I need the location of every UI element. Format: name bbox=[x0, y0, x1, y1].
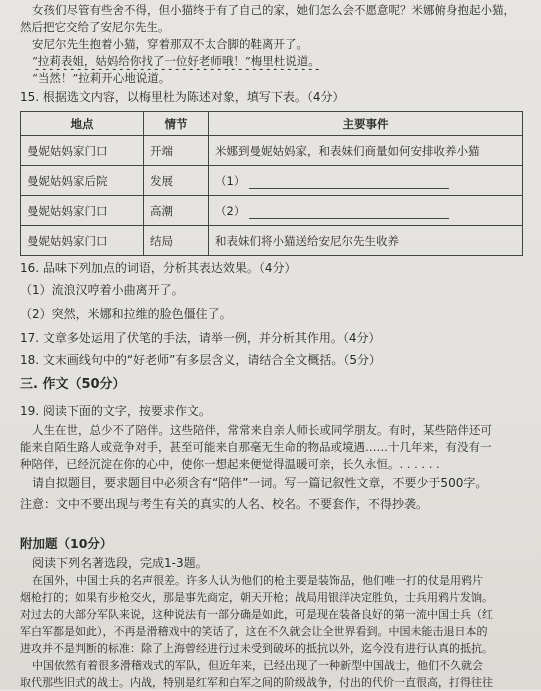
header-event: 主要事件 bbox=[209, 112, 523, 136]
q19-requirement: 请自拟题目，要求题目中必须含有“陪伴”一词。写一篇记叙性文章，不要少于500字。 bbox=[32, 476, 488, 490]
q18-stem: 18. 文末画线句中的“好老师”有多层含义，请结合全文概括。（5分） bbox=[20, 353, 381, 367]
bonus-line: 对过去的大部分军队来说，这种说法有一部分确是如此，可是现在装备良好的第一流中国士兵（红 bbox=[20, 608, 493, 621]
table-row bbox=[21, 226, 523, 256]
cell-stage: 开端 bbox=[144, 136, 209, 166]
table-row bbox=[21, 196, 523, 226]
bonus-line: 中国依然有着很多滑稽戏式的军队，但近年来，已经出现了一种新型中国战士，他们不久就会 bbox=[32, 659, 483, 672]
q16-item-1: （1）流浪汉哼着小曲离开了。 bbox=[20, 283, 184, 297]
bonus-line: 军白军都是如此），不再是滑稽戏中的笑话了，这在不久就会让全世界看到。中国未能击退日本的 bbox=[20, 625, 488, 638]
cell-place: 曼妮姑妈家门口 bbox=[21, 226, 144, 256]
passage-line: 种陪伴，已经沉淀在你的心中，使你一想起来便觉得温暖可亲，长久永恒。. . . . . . bbox=[20, 457, 440, 471]
cell-place: 曼妮姑妈家门口 bbox=[21, 136, 144, 166]
answer-blank bbox=[249, 176, 449, 189]
story-line: 然后把它交给了安尼尔先生。 bbox=[20, 20, 170, 34]
table-row bbox=[21, 136, 523, 166]
bonus-line: 进攻并不是判断的标准：除了上海曾经进行过未受到破坏的抵抗以外，迄今没有进行认真的抵抗。 bbox=[20, 642, 493, 655]
section-3-title: 三. 作文（50分） bbox=[20, 377, 126, 392]
bonus-intro: 阅读下列名著选段，完成1-3题。 bbox=[32, 556, 208, 570]
story-tail bbox=[20, 0, 533, 87]
bonus-passage bbox=[20, 572, 533, 691]
story-line-underlined: “拉莉表姐，姑妈给你找了一位好老师哦！”梅里杜说道。 bbox=[32, 54, 320, 68]
cell-stage: 高潮 bbox=[144, 196, 209, 226]
header-stage: 情节 bbox=[144, 112, 209, 136]
q17-stem: 17. 文章多处运用了伏笔的手法，请举一例，并分析其作用。（4分） bbox=[20, 331, 381, 345]
story-line: “当然！”拉莉开心地说道。 bbox=[32, 71, 171, 85]
answer-label: （2） bbox=[215, 203, 246, 218]
table-row bbox=[21, 166, 523, 196]
cell-event: 和表妹们将小猫送给安尼尔先生收养 bbox=[209, 226, 523, 256]
answer-blank bbox=[249, 206, 449, 219]
story-line: 女孩们尽管有些舍不得，但小猫终于有了自己的家，她们怎么会不愿意呢？米娜俯身抱起小猫， bbox=[32, 3, 515, 17]
passage-line: 能来自陌生路人或竞争对手，甚至可能来自那毫无生命的物品或境遇……十几年来，有没有一 bbox=[20, 440, 492, 454]
bonus-line: 烟枪打的；如果有步枪交火，那是事先商定，朝天开枪；战局用银洋决定胜负，士兵用鸦片发饷。 bbox=[20, 591, 493, 604]
cell-stage: 结局 bbox=[144, 226, 209, 256]
bonus-line: 取代那些旧式的战士。内战，特别是红军和白军之间的阶级战争，付出的代价一直很高，打得往往 bbox=[20, 676, 493, 689]
q15-table bbox=[20, 111, 523, 256]
q15-stem: 15. 根据选文内容，以梅里杜为陈述对象，填写下表。（4分） bbox=[20, 90, 345, 104]
cell-stage: 发展 bbox=[144, 166, 209, 196]
bonus-title: 附加题（10分） bbox=[20, 536, 113, 551]
q19-stem: 19. 阅读下面的文字，按要求作文。 bbox=[20, 404, 211, 418]
cell-place: 曼妮姑妈家门口 bbox=[21, 196, 144, 226]
q16-item-2: （2）突然，米娜和拉维的脸色僵住了。 bbox=[20, 307, 232, 321]
bonus-line: 在国外，中国士兵的名声很差。许多人认为他们的枪主要是装饰品，他们唯一打的仗是用鸦片 bbox=[32, 574, 483, 587]
cell-answer-1[interactable] bbox=[209, 166, 523, 196]
q16-stem: 16. 品味下列加点的词语，分析其表达效果。（4分） bbox=[20, 261, 297, 275]
passage-line: 人生在世，总少不了陪伴。这些陪伴，常常来自亲人师长或同学朋友。有时，某些陪伴还可 bbox=[32, 423, 492, 437]
header-place: 地点 bbox=[21, 112, 144, 136]
answer-label: （1） bbox=[215, 173, 246, 188]
cell-event: 米娜到曼妮姑妈家，和表妹们商量如何安排收养小猫 bbox=[209, 136, 523, 166]
cell-place: 曼妮姑妈家后院 bbox=[21, 166, 144, 196]
q19-note: 注意：文中不要出现与考生有关的真实的人名、校名。不要套作，不得抄袭。 bbox=[20, 497, 429, 511]
q19-passage bbox=[20, 422, 533, 473]
story-line: 安尼尔先生抱着小猫，穿着那双不太合脚的鞋离开了。 bbox=[32, 37, 308, 51]
table-header-row bbox=[21, 112, 523, 136]
cell-answer-2[interactable] bbox=[209, 196, 523, 226]
